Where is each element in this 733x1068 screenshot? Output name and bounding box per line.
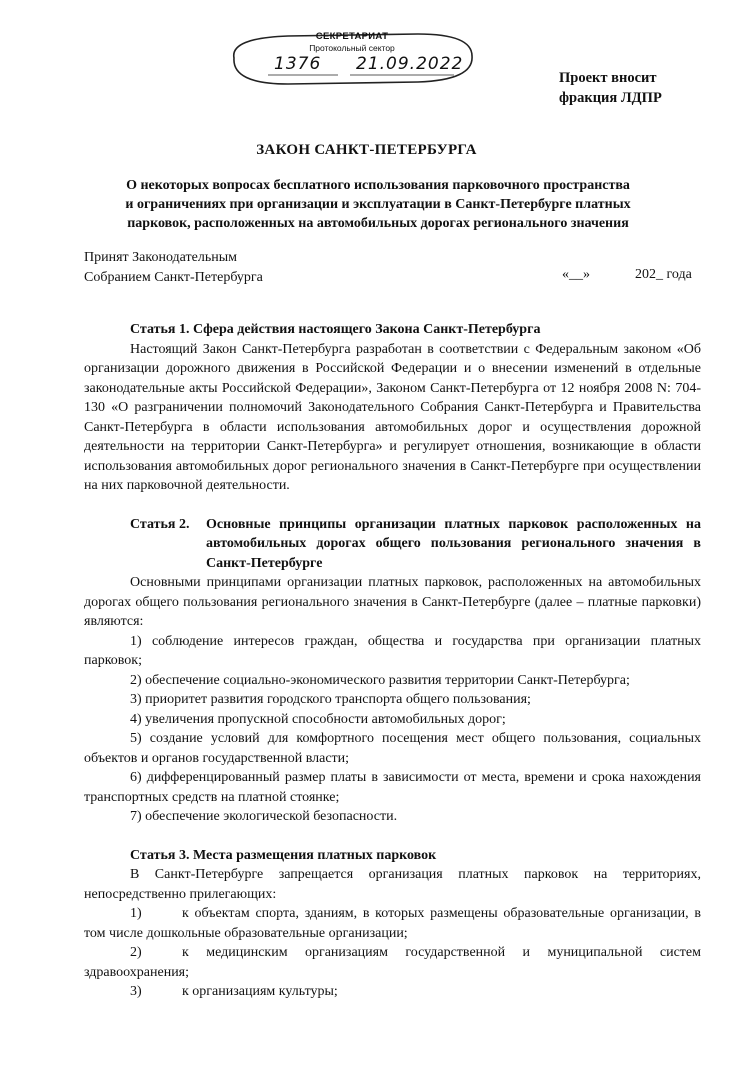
adoption-date-day: «__»	[562, 267, 590, 282]
article-2-item: 7) обеспечение экологической безопасности.	[130, 809, 398, 824]
item-text: к организациям культуры;	[182, 984, 338, 999]
item-text: к медицинским организациям государственной и муниципальной систем здравоохранения;	[84, 945, 701, 980]
article-2-heading	[84, 515, 701, 574]
article-2-title: Основные принципы организации платных парковок расположенных на автомобильных дорогах общего пользования регионального значения в Санкт-Петербурге	[206, 516, 701, 571]
article-2-item: 6) дифференцированный размер платы в зависимости от места, времени и срока нахождения транспортных средств на платной стоянке;	[84, 770, 701, 805]
subtitle-line: О некоторых вопросах бесплатного использования парковочного пространства	[126, 178, 630, 193]
subtitle-line: парковок, расположенных на автомобильных дорогах регионального значения	[127, 216, 629, 231]
stamp-number: 1376	[274, 54, 322, 74]
adopted-by	[84, 248, 263, 287]
article-2-item: 4) увеличения пропускной способности автомобильных дорог;	[130, 711, 506, 727]
registration-stamp	[228, 28, 476, 86]
adoption-date-year: 202_ года	[635, 267, 692, 282]
item-number: 3)	[130, 984, 142, 999]
stamp-subtitle: Протокольный сектор	[309, 43, 395, 53]
proposer-line: фракция ЛДПР	[559, 90, 662, 106]
article-2-intro: Основными принципами организации платных парковок, расположенных на автомобильных дорогах общего пользования регионального значения в Санкт-Петербурге (далее – платные парковки) являются:	[84, 575, 701, 629]
law-title: ЗАКОН САНКТ-ПЕТЕРБУРГА	[256, 142, 477, 158]
article-3-intro: В Санкт-Петербурге запрещается организация платных парковок на территориях, непосредственно прилегающих:	[84, 867, 701, 902]
article-3-item	[84, 982, 701, 1002]
article-2-item: 1) соблюдение интересов граждан, общества и государства при организации платных парковок;	[84, 633, 701, 668]
article-2-label: Статья 2.	[130, 516, 190, 532]
adopted-line: Принят Законодательным	[84, 250, 237, 265]
item-number: 2)	[130, 945, 142, 960]
article-3-heading: Статья 3. Места размещения платных парковок	[130, 847, 437, 863]
article-2-item: 2) обеспечение социально-экономического развития территории Санкт-Петербурга;	[130, 672, 630, 688]
article-2-item: 5) создание условий для комфортного посещения мест общего пользования, социальных объектов и органов государственной власти;	[84, 731, 701, 766]
stamp-date: 21.09.2022	[356, 54, 464, 74]
proposer-note	[559, 68, 699, 108]
subtitle-line: и ограничениях при организации и эксплуатации в Санкт-Петербурге платных	[125, 197, 631, 212]
article-3-item	[84, 943, 701, 982]
article-2-item: 3) приоритет развития городского транспорта общего пользования;	[130, 692, 531, 707]
article-3-item	[84, 904, 701, 943]
adopted-line: Собранием Санкт-Петербурга	[84, 269, 263, 285]
stamp-title: СЕКРЕТАРИАТ	[315, 31, 389, 42]
item-number: 1)	[130, 906, 142, 921]
law-subtitle	[80, 176, 676, 233]
proposer-line: Проект вносит	[559, 70, 657, 86]
law-body	[84, 320, 701, 1002]
article-1-heading: Статья 1. Сфера действия настоящего Закона Санкт-Петербурга	[130, 322, 541, 337]
adoption-date	[562, 267, 692, 283]
article-1-text: Настоящий Закон Санкт-Петербурга разработан в соответствии с Федеральным законом «Об организации дорожного движения в Российской Федерации и о внесении изменений в отдельные законодательные акты Российской Федерации», Законом Санкт-Петербурга от 12 ноября 2008 N: 704-130 «О разграничении полномочий Законодательного Собрания Санкт-Петербурга и Правительства Санкт-Петербурга в области использования автомобильных дорог и осуществления дорожной деятельности на территории Санкт-Петербурга» и регулирует отношения, возникающие в области использования автомобильных дорог регионального значения в Санкт-Петербурге при осуществлении на них парковочной деятельности.	[84, 341, 701, 493]
item-text: к объектам спорта, зданиям, в которых размещены образовательные организации, в том числе дошкольные образовательные организации;	[84, 906, 701, 941]
